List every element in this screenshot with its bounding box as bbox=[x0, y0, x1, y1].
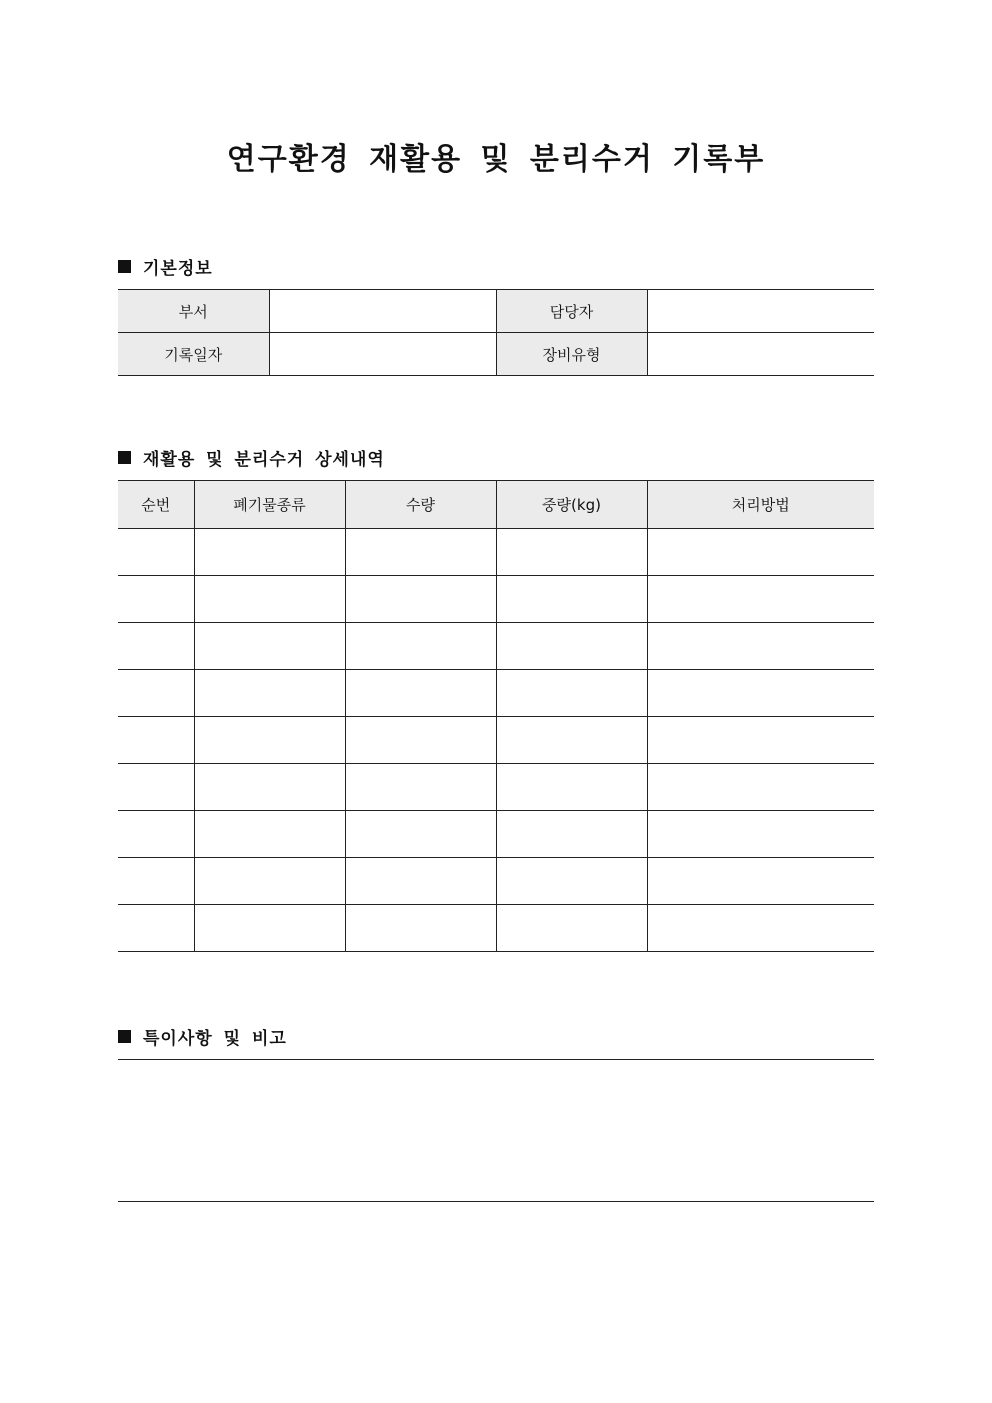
method-cell[interactable] bbox=[647, 576, 874, 623]
waste-type-cell[interactable] bbox=[194, 576, 345, 623]
detail-table bbox=[118, 480, 874, 952]
section-title: 기본정보 bbox=[143, 259, 213, 279]
table-row bbox=[118, 623, 874, 670]
header-no: 순번 bbox=[118, 481, 194, 529]
table-row bbox=[118, 764, 874, 811]
manager-label: 담당자 bbox=[496, 290, 647, 333]
method-cell[interactable] bbox=[647, 529, 874, 576]
department-field[interactable] bbox=[269, 290, 496, 333]
no-cell[interactable] bbox=[118, 764, 194, 811]
waste-type-cell[interactable] bbox=[194, 623, 345, 670]
weight-cell[interactable] bbox=[496, 576, 647, 623]
table-row bbox=[118, 858, 874, 905]
table-row bbox=[118, 811, 874, 858]
weight-cell[interactable] bbox=[496, 717, 647, 764]
table-row bbox=[118, 529, 874, 576]
waste-type-cell[interactable] bbox=[194, 670, 345, 717]
table-row bbox=[118, 290, 874, 333]
no-cell[interactable] bbox=[118, 905, 194, 952]
header-weight: 중량(kg) bbox=[496, 481, 647, 529]
no-cell[interactable] bbox=[118, 670, 194, 717]
no-cell[interactable] bbox=[118, 717, 194, 764]
quantity-cell[interactable] bbox=[345, 717, 496, 764]
equipment-field[interactable] bbox=[647, 333, 874, 376]
table-row bbox=[118, 717, 874, 764]
no-cell[interactable] bbox=[118, 576, 194, 623]
waste-type-cell[interactable] bbox=[194, 764, 345, 811]
section-title: 특이사항 및 비고 bbox=[143, 1029, 287, 1049]
section-heading-remarks bbox=[118, 1024, 287, 1049]
date-label: 기록일자 bbox=[118, 333, 269, 376]
remarks-field[interactable] bbox=[118, 1060, 874, 1200]
square-bullet-icon bbox=[118, 1030, 131, 1043]
weight-cell[interactable] bbox=[496, 670, 647, 717]
quantity-cell[interactable] bbox=[345, 858, 496, 905]
method-cell[interactable] bbox=[647, 811, 874, 858]
table-row bbox=[118, 670, 874, 717]
square-bullet-icon bbox=[118, 260, 131, 273]
quantity-cell[interactable] bbox=[345, 811, 496, 858]
waste-type-cell[interactable] bbox=[194, 858, 345, 905]
header-waste-type: 폐기물종류 bbox=[194, 481, 345, 529]
quantity-cell[interactable] bbox=[345, 764, 496, 811]
date-field[interactable] bbox=[269, 333, 496, 376]
waste-type-cell[interactable] bbox=[194, 717, 345, 764]
method-cell[interactable] bbox=[647, 623, 874, 670]
section-title: 재활용 및 분리수거 상세내역 bbox=[143, 450, 385, 470]
weight-cell[interactable] bbox=[496, 811, 647, 858]
table-row bbox=[118, 333, 874, 376]
table-header-row bbox=[118, 481, 874, 529]
no-cell[interactable] bbox=[118, 811, 194, 858]
waste-type-cell[interactable] bbox=[194, 905, 345, 952]
method-cell[interactable] bbox=[647, 905, 874, 952]
method-cell[interactable] bbox=[647, 858, 874, 905]
manager-field[interactable] bbox=[647, 290, 874, 333]
quantity-cell[interactable] bbox=[345, 576, 496, 623]
weight-cell[interactable] bbox=[496, 905, 647, 952]
header-quantity: 수량 bbox=[345, 481, 496, 529]
weight-cell[interactable] bbox=[496, 529, 647, 576]
table-row bbox=[118, 576, 874, 623]
weight-cell[interactable] bbox=[496, 623, 647, 670]
department-label: 부서 bbox=[118, 290, 269, 333]
remarks-bottom-rule bbox=[118, 1201, 874, 1202]
basic-info-table bbox=[118, 289, 874, 376]
weight-cell[interactable] bbox=[496, 764, 647, 811]
quantity-cell[interactable] bbox=[345, 670, 496, 717]
method-cell[interactable] bbox=[647, 764, 874, 811]
quantity-cell[interactable] bbox=[345, 905, 496, 952]
no-cell[interactable] bbox=[118, 623, 194, 670]
method-cell[interactable] bbox=[647, 717, 874, 764]
page-title: 연구환경 재활용 및 분리수거 기록부 bbox=[226, 142, 766, 177]
waste-type-cell[interactable] bbox=[194, 811, 345, 858]
section-heading-basic bbox=[118, 254, 213, 279]
quantity-cell[interactable] bbox=[345, 529, 496, 576]
weight-cell[interactable] bbox=[496, 858, 647, 905]
no-cell[interactable] bbox=[118, 858, 194, 905]
quantity-cell[interactable] bbox=[345, 623, 496, 670]
header-method: 처리방법 bbox=[647, 481, 874, 529]
section-heading-detail bbox=[118, 445, 385, 470]
equipment-label: 장비유형 bbox=[496, 333, 647, 376]
waste-type-cell[interactable] bbox=[194, 529, 345, 576]
table-row bbox=[118, 905, 874, 952]
square-bullet-icon bbox=[118, 451, 131, 464]
no-cell[interactable] bbox=[118, 529, 194, 576]
method-cell[interactable] bbox=[647, 670, 874, 717]
